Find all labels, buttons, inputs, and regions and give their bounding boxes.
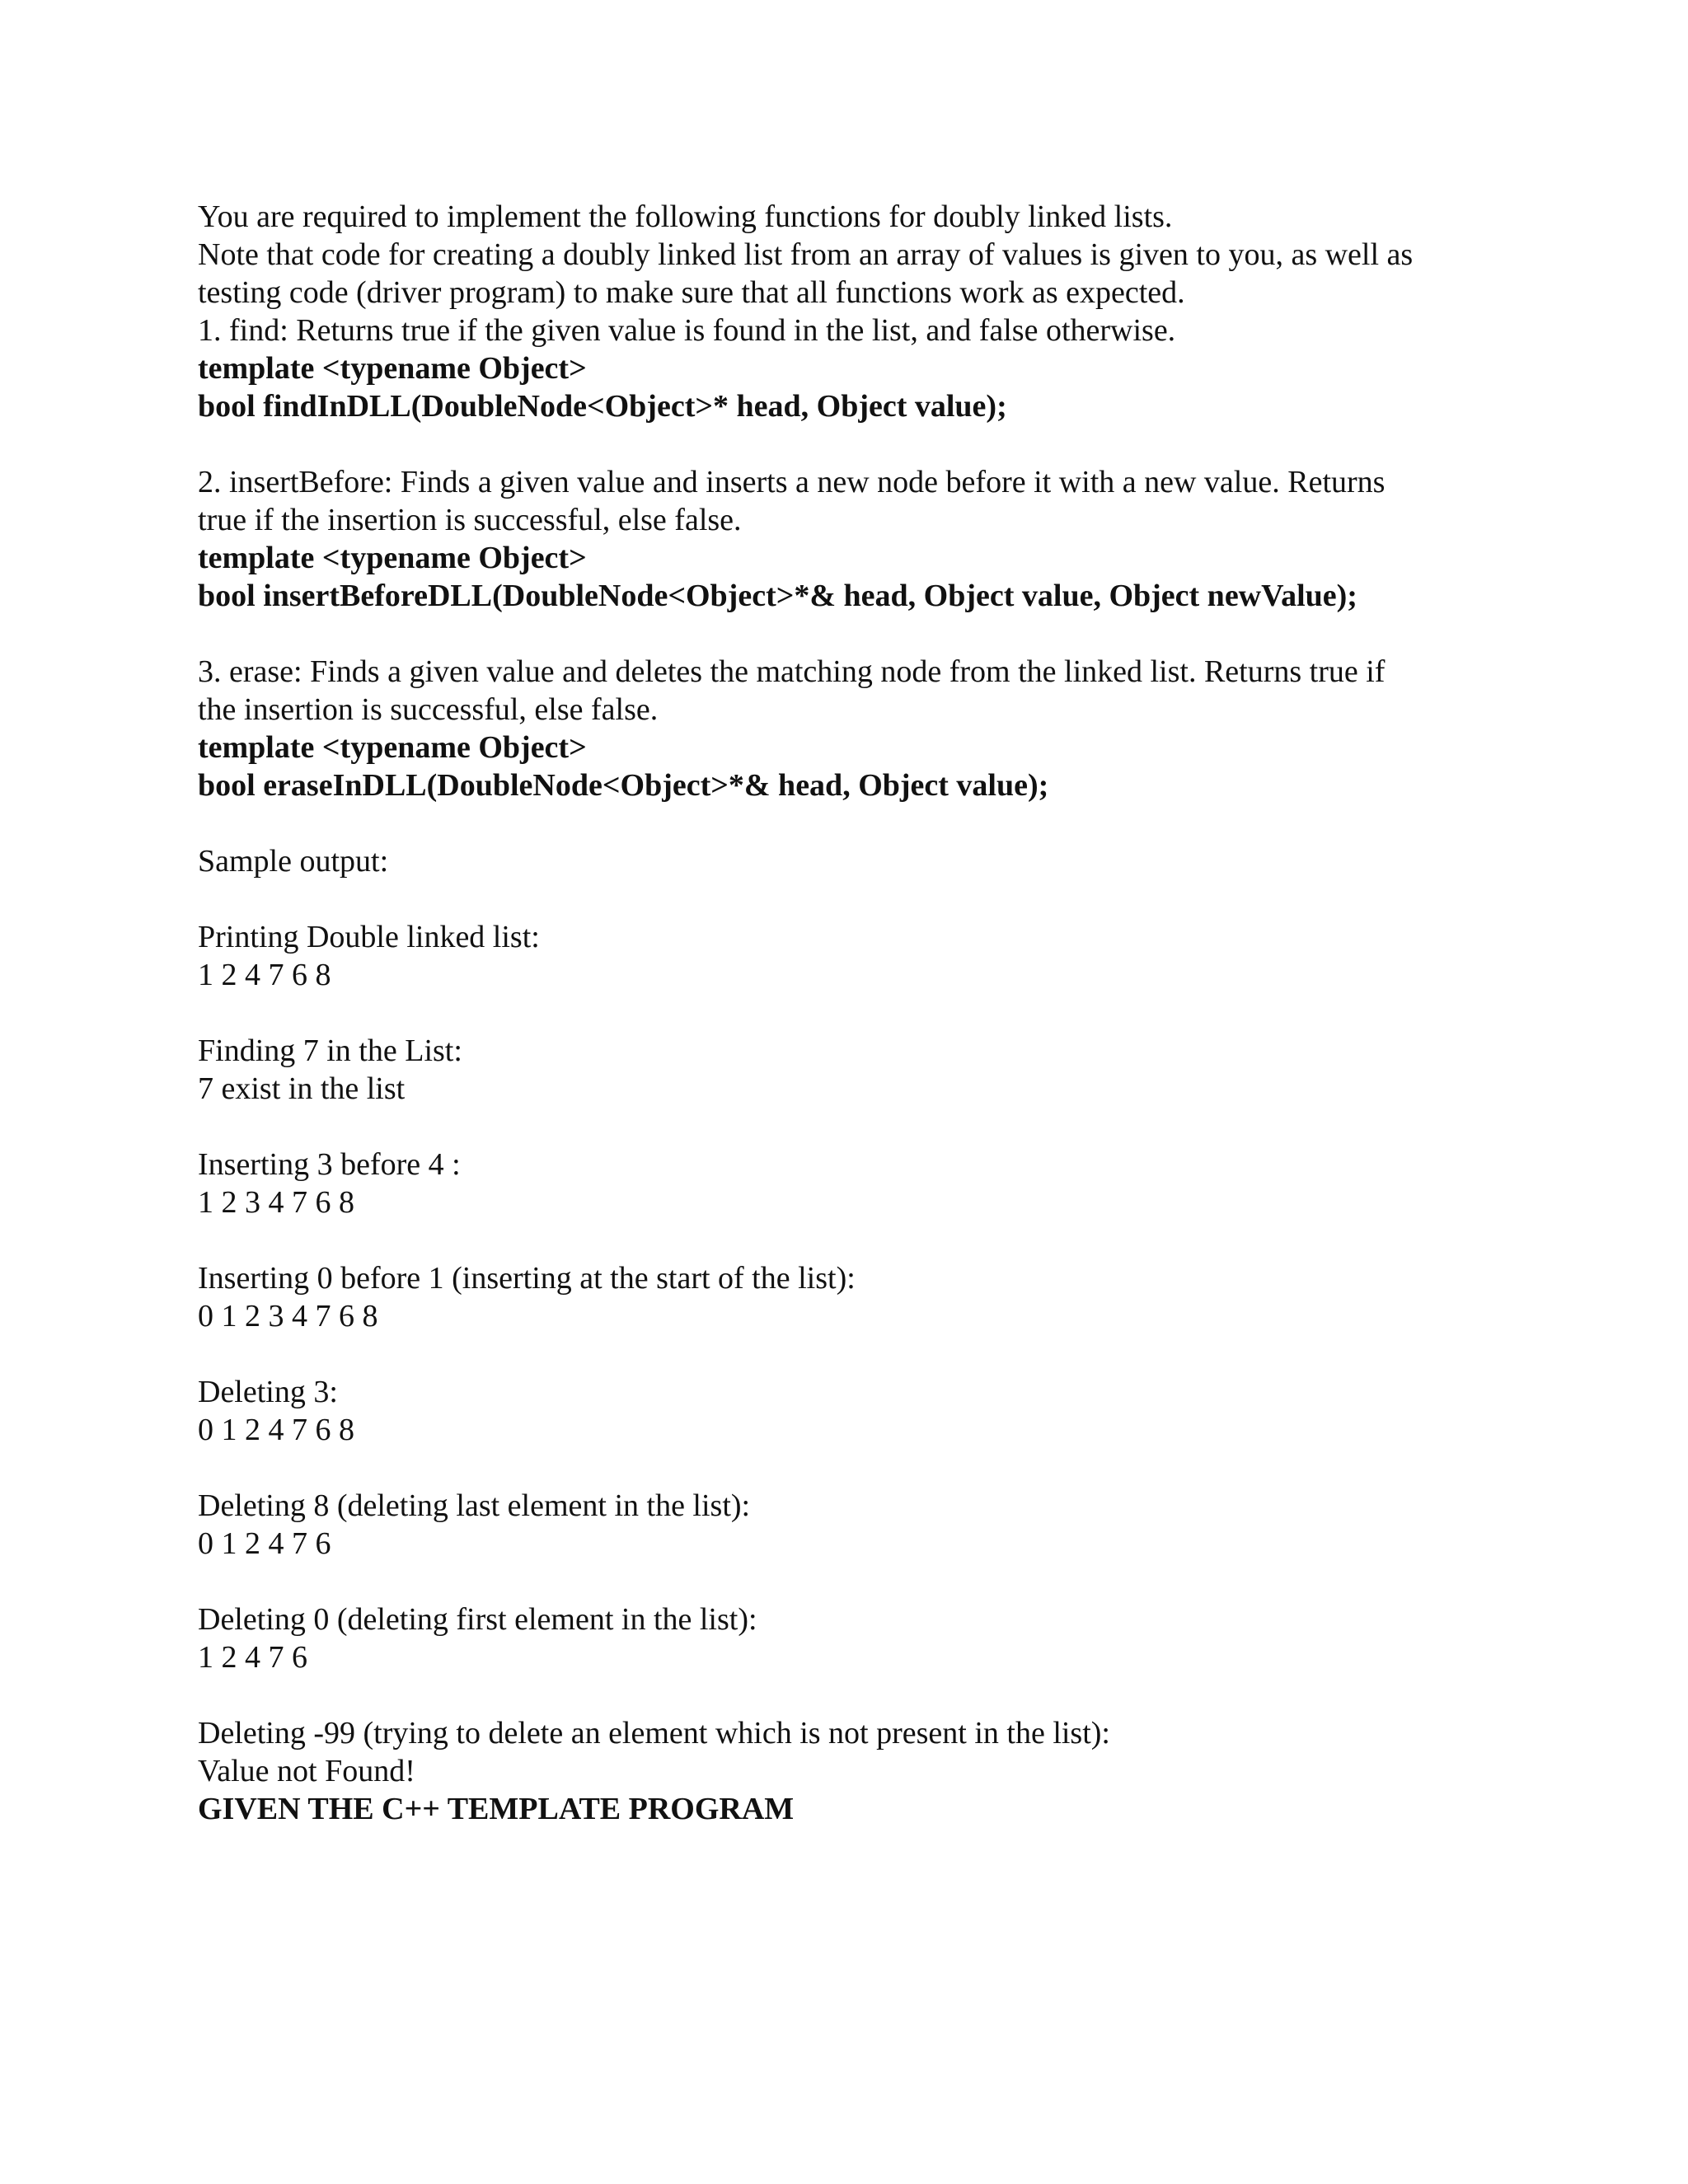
spacer <box>198 1449 1484 1487</box>
intro-line-2: Note that code for creating a doubly linked list from an array of values is given to you, as well as <box>198 237 1414 272</box>
sample-5-label: Deleting 3: <box>198 1375 338 1409</box>
sample-1-label: Printing Double linked list: <box>198 920 540 954</box>
function-1-template: template <typename Object> <box>198 351 587 386</box>
sample-5-output: 0 1 2 4 7 6 8 <box>198 1413 354 1447</box>
function-2-description-line-1: 2. insertBefore: Finds a given value and inserts a new node before it with a new value. Returns <box>198 465 1386 499</box>
function-2-signature: bool insertBeforeDLL(DoubleNode<Object>*& head, Object value, Object newValue); <box>198 579 1357 613</box>
sample-2-label: Finding 7 in the List: <box>198 1033 462 1068</box>
sample-3-label: Inserting 3 before 4 : <box>198 1147 461 1182</box>
spacer <box>198 804 1484 842</box>
sample-1-output: 1 2 4 7 6 8 <box>198 958 331 992</box>
function-1-description: 1. find: Returns true if the given value is found in the list, and false otherwise. <box>198 313 1176 348</box>
function-3-description-line-1: 3. erase: Finds a given value and deletes the matching node from the linked list. Returns true if <box>198 654 1386 689</box>
function-2-template: template <typename Object> <box>198 541 587 575</box>
function-1-signature: bool findInDLL(DoubleNode<Object>* head, Object value); <box>198 389 1007 424</box>
footer-heading: GIVEN THE C++ TEMPLATE PROGRAM <box>198 1792 795 1826</box>
sample-8-label: Deleting -99 (trying to delete an element which is not present in the list): <box>198 1716 1110 1750</box>
spacer <box>198 425 1484 463</box>
spacer <box>198 615 1484 653</box>
sample-6-label: Deleting 8 (deleting last element in the list): <box>198 1488 751 1523</box>
intro-line-3: testing code (driver program) to make sure that all functions work as expected. <box>198 275 1185 310</box>
spacer <box>198 1221 1484 1259</box>
sample-output-heading: Sample output: <box>198 844 389 879</box>
spacer <box>198 1676 1484 1714</box>
sample-2-output: 7 exist in the list <box>198 1071 406 1106</box>
sample-3-output: 1 2 3 4 7 6 8 <box>198 1185 354 1220</box>
function-3-description-line-2: the insertion is successful, else false. <box>198 692 659 727</box>
spacer <box>198 1563 1484 1601</box>
intro-line-1: You are required to implement the following functions for doubly linked lists. <box>198 199 1173 234</box>
spacer <box>198 994 1484 1032</box>
function-3-template: template <typename Object> <box>198 730 587 765</box>
spacer <box>198 1335 1484 1373</box>
sample-6-output: 0 1 2 4 7 6 <box>198 1526 331 1561</box>
sample-7-label: Deleting 0 (deleting first element in the list): <box>198 1602 757 1637</box>
document-page <box>198 198 1484 1828</box>
spacer <box>198 880 1484 918</box>
sample-4-label: Inserting 0 before 1 (inserting at the start of the list): <box>198 1261 856 1296</box>
sample-8-output: Value not Found! <box>198 1754 415 1788</box>
sample-7-output: 1 2 4 7 6 <box>198 1640 307 1675</box>
function-3-signature: bool eraseInDLL(DoubleNode<Object>*& head, Object value); <box>198 768 1049 803</box>
spacer <box>198 1108 1484 1146</box>
function-2-description-line-2: true if the insertion is successful, else false. <box>198 503 742 537</box>
sample-4-output: 0 1 2 3 4 7 6 8 <box>198 1299 378 1333</box>
